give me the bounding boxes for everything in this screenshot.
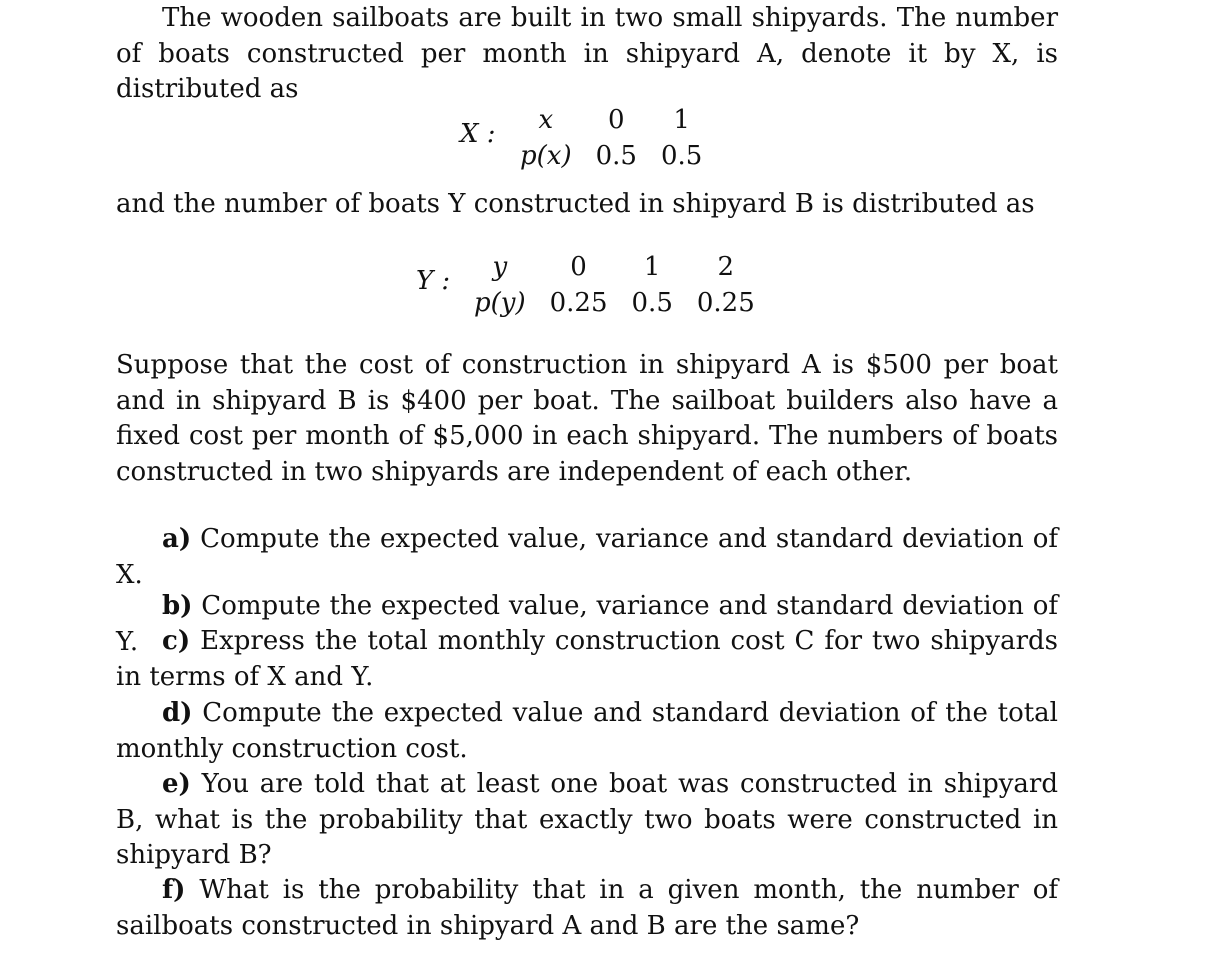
part-c-label: c) (162, 626, 191, 656)
part-b-text: Compute the expected value, variance and standard deviation of Y. (116, 591, 1059, 657)
distribution-y-prob-header-cell: p(y) (474, 288, 526, 318)
part-e-text: You are told that at least one boat was constructed in shipyard B, what is the probability that exactly two boats were constructed in shipyard B? (116, 769, 1058, 870)
distribution-x-probs-row (508, 138, 714, 174)
distribution-y-prob-cell: 0.25 (696, 288, 755, 318)
distribution-x-value-cell: 1 (673, 105, 690, 135)
distribution-y-values-row (462, 249, 767, 285)
distribution-x-header-cell: x (538, 105, 554, 135)
distribution-y-prob-cell: 0.5 (631, 288, 673, 318)
part-a-label: a) (162, 524, 192, 554)
distribution-x-prob-cell: 0.5 (595, 141, 637, 171)
setup-paragraph: Suppose that the cost of construction in shipyard A is $500 per boat and in shipyard B is $400 per boat. The sailboat builders also have a fixed cost per month of $5,000 in each shipyard. The numbers of boats constructed in two shipyards are independent of each other. (116, 350, 1058, 487)
distribution-x-value-cell: 0 (608, 105, 625, 135)
part-f-label: f) (162, 875, 186, 905)
part-c-text: Express the total monthly construction cost C for two shipyards in terms of X and Y. (116, 626, 1058, 692)
mid-paragraph: and the number of boats Y constructed in shipyard B is distributed as (116, 189, 1035, 219)
distribution-y-value-cell: 2 (717, 252, 735, 282)
part-e-label: e) (162, 769, 191, 799)
part-f (116, 873, 1058, 944)
distribution-y-prob-cell: 0.25 (549, 288, 608, 318)
distribution-y-header-cell: y (492, 252, 508, 282)
distribution-x-table (508, 102, 714, 174)
part-f-text: What is the probability that in a given month, the number of sailboats constructed in shipyard A and B are the same? (116, 875, 1058, 941)
distribution-x-prob-cell: 0.5 (660, 141, 703, 171)
part-a (116, 522, 1058, 593)
part-d-text: Compute the expected value and standard deviation of the total monthly construction cost. (116, 698, 1059, 764)
distribution-x-label: X : (460, 119, 496, 149)
intro-paragraph: The wooden sailboats are built in two small shipyards. The number of boats constructed per month in shipyard A, denote it by X, is distributed as (116, 3, 1058, 104)
part-b-label: b) (162, 591, 193, 621)
part-c (116, 624, 1058, 695)
distribution-y-value-cell: 0 (570, 252, 587, 282)
part-a-text: Compute the expected value, variance and standard deviation of X. (116, 524, 1058, 590)
part-d-label: d) (162, 698, 193, 728)
distribution-y-label: Y : (416, 266, 451, 296)
distribution-y-probs-row (462, 285, 767, 321)
distribution-y-value-cell: 1 (643, 252, 661, 282)
distribution-x-values-row (508, 102, 714, 138)
part-e (116, 767, 1058, 874)
part-d (116, 696, 1058, 767)
distribution-y-table (462, 249, 767, 321)
distribution-x-prob-header-cell: p(x) (520, 141, 572, 171)
